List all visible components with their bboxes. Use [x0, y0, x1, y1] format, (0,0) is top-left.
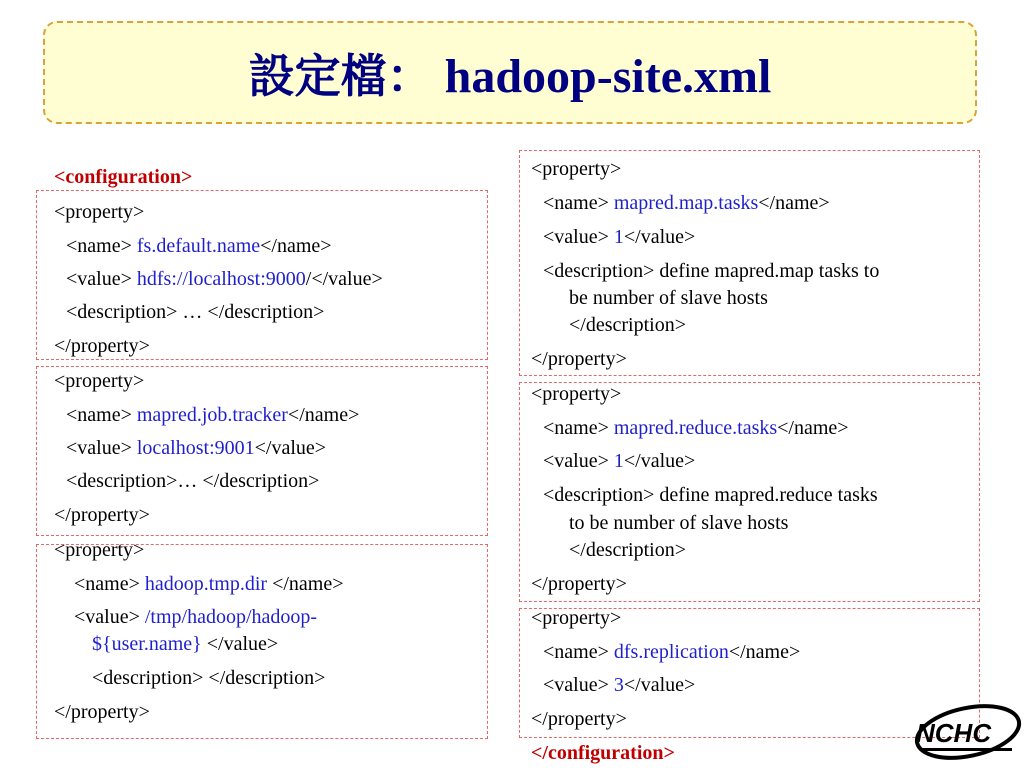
description-line: <description> define mapred.map tasks to — [543, 260, 880, 282]
description-line: </description> — [569, 314, 686, 336]
property-close-tag: </property> — [54, 504, 150, 526]
description-line: <description>… </description> — [66, 470, 320, 492]
value-close-tag: </value> — [623, 450, 696, 472]
value-line — [74, 605, 317, 629]
name-close-tag: </name> — [777, 417, 849, 439]
name-open-tag: <name> — [543, 192, 614, 214]
property-open-tag: <property> — [531, 158, 622, 180]
description-line: be number of slave hosts — [569, 287, 768, 309]
property-close-tag: </property> — [531, 573, 627, 595]
value-open-tag: <value> — [543, 226, 614, 248]
name-close-tag: </name> — [728, 641, 801, 663]
name-close-tag: </name> — [260, 235, 332, 257]
value-value: 3 — [613, 674, 624, 696]
name-open-tag: <name> — [543, 417, 614, 439]
value-open-tag: <value> — [66, 268, 137, 290]
value-open-tag: <value> — [74, 606, 145, 628]
value-close-tag: </value> — [201, 633, 279, 655]
description-line: <description> </description> — [92, 667, 326, 689]
description-line: <description> … </description> — [66, 301, 325, 323]
value-value: /tmp/hadoop/hadoop- — [144, 606, 318, 628]
value-line — [66, 267, 383, 291]
name-line — [74, 572, 344, 596]
value-open-tag: <value> — [543, 450, 614, 472]
name-close-tag: </name> — [758, 192, 830, 214]
name-open-tag: <name> — [66, 404, 137, 426]
property-close-tag: </property> — [531, 708, 627, 730]
configuration-open-tag: <configuration> — [54, 166, 193, 188]
property-close-tag: </property> — [54, 701, 150, 723]
property-close-tag: </property> — [54, 335, 150, 357]
property-close-tag: </property> — [531, 348, 627, 370]
name-value: mapred.job.tracker — [136, 404, 288, 426]
name-line — [66, 403, 359, 427]
name-line — [66, 234, 332, 258]
value-value-continued: ${user.name} — [92, 633, 202, 655]
name-close-tag: </name> — [267, 573, 344, 595]
value-line — [543, 225, 695, 249]
value-value: 1 — [613, 226, 624, 248]
property-open-tag: <property> — [54, 201, 145, 223]
value-close-tag: </value> — [623, 674, 696, 696]
property-open-tag: <property> — [54, 539, 145, 561]
name-open-tag: <name> — [66, 235, 137, 257]
title-cjk: 設定檔： — [248, 48, 433, 103]
value-line — [543, 673, 695, 697]
value-close-tag: </value> — [254, 437, 327, 459]
name-value: fs.default.name — [136, 235, 261, 257]
value-open-tag: <value> — [543, 674, 614, 696]
value-value: 1 — [613, 450, 624, 472]
value-line — [543, 449, 695, 473]
property-open-tag: <property> — [531, 607, 622, 629]
description-line: </description> — [569, 539, 686, 561]
value-open-tag: <value> — [66, 437, 137, 459]
name-close-tag: </name> — [287, 404, 360, 426]
value-value: localhost:9001 — [136, 437, 255, 459]
name-open-tag: <name> — [74, 573, 145, 595]
page-title — [249, 40, 772, 106]
name-value: mapred.map.tasks — [613, 192, 759, 214]
description-line: to be number of slave hosts — [569, 512, 789, 534]
property-open-tag: <property> — [531, 383, 622, 405]
name-value: dfs.replication — [613, 641, 729, 663]
title-filename: hadoop-site.xml — [432, 49, 772, 103]
name-value: mapred.reduce.tasks — [613, 417, 778, 439]
value-close-tag: /</value> — [305, 268, 383, 290]
name-line — [543, 416, 849, 440]
logo-text: NCHC — [916, 718, 992, 748]
name-value: hadoop.tmp.dir — [144, 573, 268, 595]
nchc-logo — [908, 688, 1024, 768]
value-line-continued — [92, 632, 278, 656]
value-value: hdfs://localhost:9000 — [136, 268, 306, 290]
value-close-tag: </value> — [623, 226, 696, 248]
description-line: <description> define mapred.reduce tasks — [543, 484, 878, 506]
value-line — [66, 436, 326, 460]
name-line — [543, 640, 800, 664]
title-banner — [43, 21, 977, 124]
name-line — [543, 191, 830, 215]
property-open-tag: <property> — [54, 370, 145, 392]
name-open-tag: <name> — [543, 641, 614, 663]
configuration-close-tag: </configuration> — [531, 742, 675, 764]
